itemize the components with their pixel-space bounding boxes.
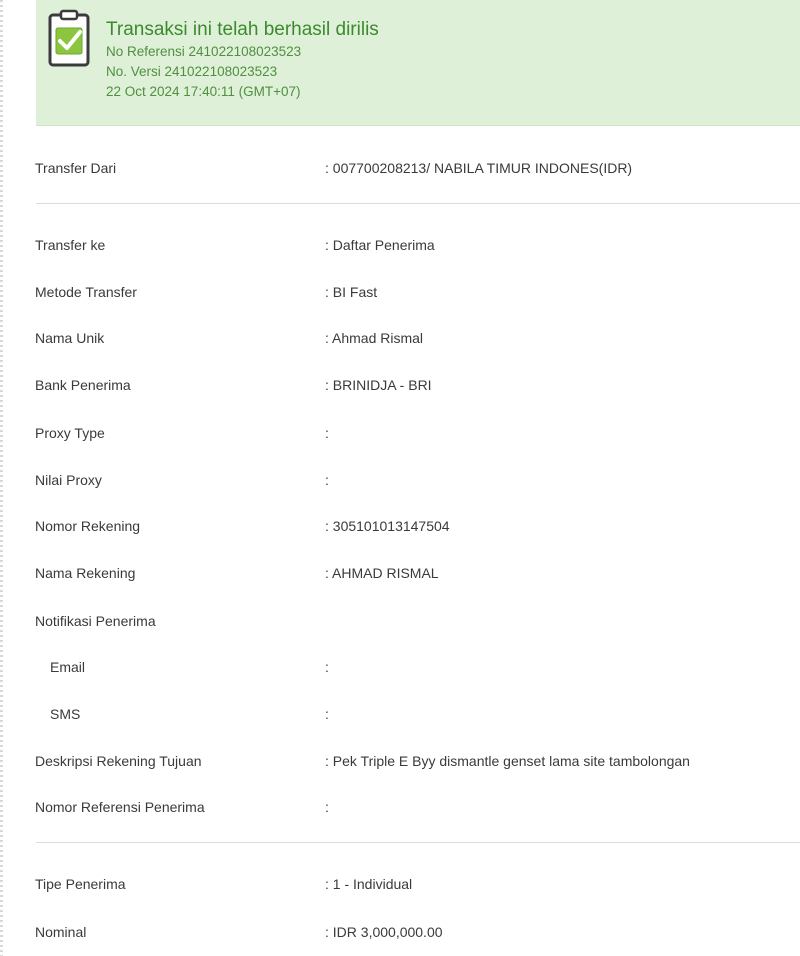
transaction-datetime: 22 Oct 2024 17:40:11 (GMT+07) (106, 84, 301, 99)
detail-row-proxy-type (0, 423, 800, 443)
section-divider (36, 203, 800, 204)
detail-row-nama-rekening (0, 563, 800, 583)
detail-row-transfer-ke (0, 235, 800, 255)
detail-label: Tipe Penerima (35, 876, 126, 892)
detail-value: : (325, 472, 329, 488)
detail-value: : (325, 799, 329, 815)
section-divider (36, 842, 800, 843)
detail-value: : IDR 3,000,000.00 (325, 924, 443, 940)
detail-row-email (0, 657, 800, 677)
banner-title: Transaksi ini telah berhasil dirilis (106, 19, 379, 40)
detail-value: : BRINIDJA - BRI (325, 377, 432, 393)
detail-label: Bank Penerima (35, 377, 131, 393)
detail-value: : AHMAD RISMAL (325, 565, 439, 581)
detail-label: Proxy Type (35, 425, 105, 441)
detail-row-tipe-penerima (0, 874, 800, 894)
detail-label: Metode Transfer (35, 284, 137, 300)
detail-value: : Daftar Penerima (325, 237, 435, 253)
detail-row-nomor-referensi-penerima (0, 797, 800, 817)
detail-row-sms (0, 704, 800, 724)
detail-row-nilai-proxy (0, 470, 800, 490)
detail-label: Deskripsi Rekening Tujuan (35, 753, 202, 769)
reference-number: No Referensi 241022108023523 (106, 44, 302, 59)
detail-value: : BI Fast (325, 284, 378, 300)
clipboard-check-icon (47, 8, 91, 68)
detail-label: Nominal (35, 924, 87, 940)
detail-label: Nama Rekening (35, 565, 136, 581)
detail-value: : Pek Triple E Byy dismantle genset lama site tambolongan (325, 753, 690, 769)
detail-label: Notifikasi Penerima (35, 613, 156, 629)
detail-label: Nilai Proxy (35, 472, 102, 488)
detail-label: SMS (50, 706, 81, 722)
detail-row-nomor-rekening (0, 516, 800, 536)
detail-value: : 1 - Individual (325, 876, 413, 892)
detail-label: Transfer ke (35, 237, 106, 253)
detail-row-deskripsi-rekening-tujuan (0, 751, 800, 771)
detail-label: Transfer Dari (35, 160, 117, 176)
detail-value: : 305101013147504 (325, 518, 450, 534)
detail-value: : (325, 425, 329, 441)
detail-row-nama-unik (0, 328, 800, 348)
detail-row-nominal (0, 922, 800, 942)
detail-value: : 007700208213/ NABILA TIMUR INDONES(IDR) (325, 160, 633, 176)
detail-row-metode-transfer (0, 282, 800, 302)
detail-label: Nomor Rekening (35, 518, 141, 534)
detail-label: Nama Unik (35, 330, 105, 346)
version-number: No. Versi 241022108023523 (106, 64, 278, 79)
detail-row-transfer-dari (0, 158, 800, 178)
success-banner (36, 0, 800, 126)
detail-row-notifikasi-penerima (0, 611, 800, 631)
detail-label: Email (50, 659, 86, 675)
detail-row-bank-penerima (0, 375, 800, 395)
detail-value: : (325, 659, 329, 675)
detail-label: Nomor Referensi Penerima (35, 799, 205, 815)
detail-value: : (325, 706, 329, 722)
detail-value: : Ahmad Rismal (325, 330, 424, 346)
